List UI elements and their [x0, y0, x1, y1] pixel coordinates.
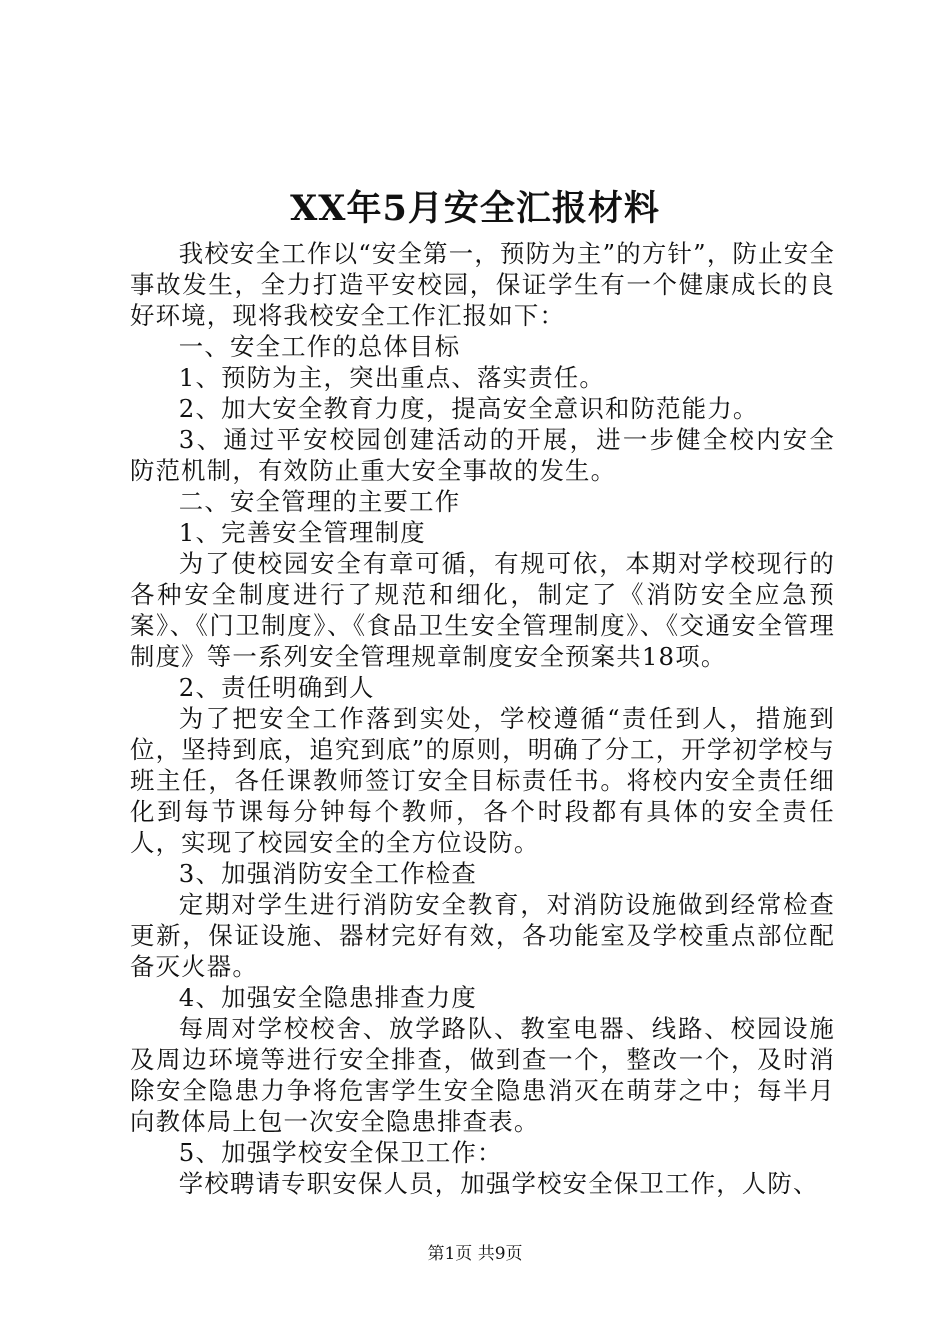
goal-item-2: 2、加大安全教育力度，提高安全意识和防范能力。	[178, 394, 759, 423]
document-body	[130, 238, 835, 1199]
work-paragraph-4: 每周对学校校舍、放学路队、教室电器、线路、校园设施及周边环境等进行安全排查，做到查一个，整改一个，及时消除安全隐患力争将危害学生安全隐患消灭在萌芽之中；每半月向教体局上包一次安全隐患排查表。	[130, 1014, 835, 1136]
work-heading-1: 1、完善安全管理制度	[178, 518, 426, 547]
work-heading-5: 5、加强学校安全保卫工作：	[178, 1138, 503, 1167]
work-paragraph-3: 定期对学生进行消防安全教育，对消防设施做到经常检查更新，保证设施、器材完好有效，各功能室及学校重点部位配备灭火器。	[130, 890, 835, 981]
work-paragraph-5: 学校聘请专职安保人员，加强学校安全保卫工作，人防、	[178, 1169, 819, 1198]
page-number-footer: 第1页 共9页	[427, 1244, 523, 1264]
goal-item-1: 1、预防为主，突出重点、落实责任。	[178, 363, 605, 392]
section-heading-goals: 一、安全工作的总体目标	[178, 332, 461, 361]
section-heading-work: 二、安全管理的主要工作	[178, 487, 461, 516]
document-title: XX年5月安全汇报材料	[290, 188, 660, 229]
goal-item-3: 3、通过平安校园创建活动的开展，进一步健全校内安全防范机制，有效防止重大安全事故的发生。	[130, 425, 835, 485]
work-heading-3: 3、加强消防安全工作检查	[178, 859, 478, 888]
intro-paragraph: 我校安全工作以“安全第一，预防为主”的方针”，防止安全事故发生，全力打造平安校园，保证学生有一个健康成长的良好环境，现将我校安全工作汇报如下：	[130, 239, 835, 330]
work-heading-2: 2、责任明确到人	[178, 673, 375, 702]
work-heading-4: 4、加强安全隐患排查力度	[178, 983, 478, 1012]
work-paragraph-2: 为了把安全工作落到实处，学校遵循“责任到人，措施到位，坚持到底，追究到底”的原则，明确了分工，开学初学校与班主任，各任课教师签订安全目标责任书。将校内安全责任细化到每节课每分钟每个教师，各个时段都有具体的安全责任人，实现了校园安全的全方位设防。	[130, 704, 835, 857]
work-paragraph-1: 为了使校园安全有章可循，有规可依，本期对学校现行的各种安全制度进行了规范和细化，制定了《消防安全应急预案》、《门卫制度》、《食品卫生安全管理制度》、《交通安全管理制度》等一系列安全管理规章制度安全预案共18项。	[130, 549, 835, 671]
